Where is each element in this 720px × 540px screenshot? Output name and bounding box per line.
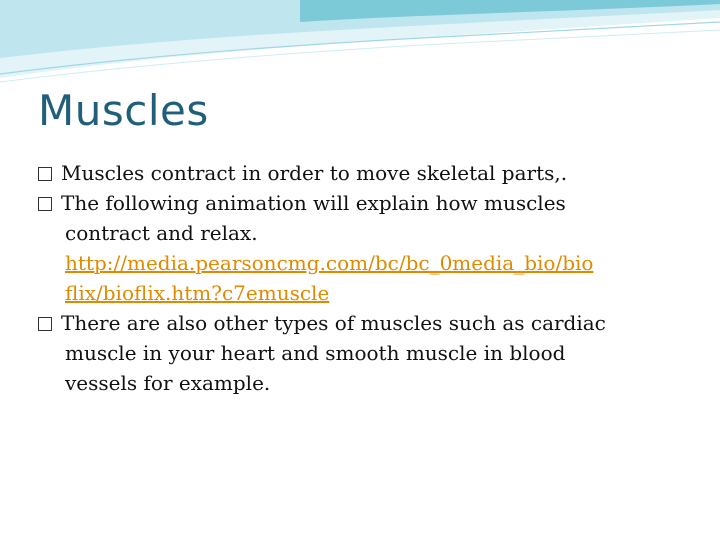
- bullet-item: [38, 188, 688, 308]
- bullet-text-line: vessels for example.: [65, 371, 271, 395]
- bullet-box-icon: [38, 167, 52, 181]
- bullet-list: [38, 158, 688, 398]
- decorative-wave-header: [0, 0, 720, 90]
- bullet-item: [38, 308, 688, 398]
- bullet-text-line: There are also other types of muscles such as cardiac: [61, 311, 606, 335]
- bullet-text-line: muscle in your heart and smooth muscle in blood: [65, 341, 566, 365]
- bullet-box-icon: [38, 317, 52, 331]
- link-line[interactable]: http://media.pearsoncmg.com/bc/bc_0media_bio/bio: [65, 251, 594, 275]
- bullet-box-icon: [38, 197, 52, 211]
- bullet-item: [38, 158, 688, 188]
- bullet-text-line: The following animation will explain how muscles: [61, 191, 566, 215]
- bullet-text: Muscles contract in order to move skeletal parts,.: [61, 161, 568, 185]
- slide-title: Muscles: [38, 86, 209, 135]
- link-line[interactable]: flix/bioflix.htm?c7emuscle: [65, 281, 330, 305]
- bullet-text-line: contract and relax.: [65, 221, 258, 245]
- animation-link[interactable]: [65, 251, 593, 305]
